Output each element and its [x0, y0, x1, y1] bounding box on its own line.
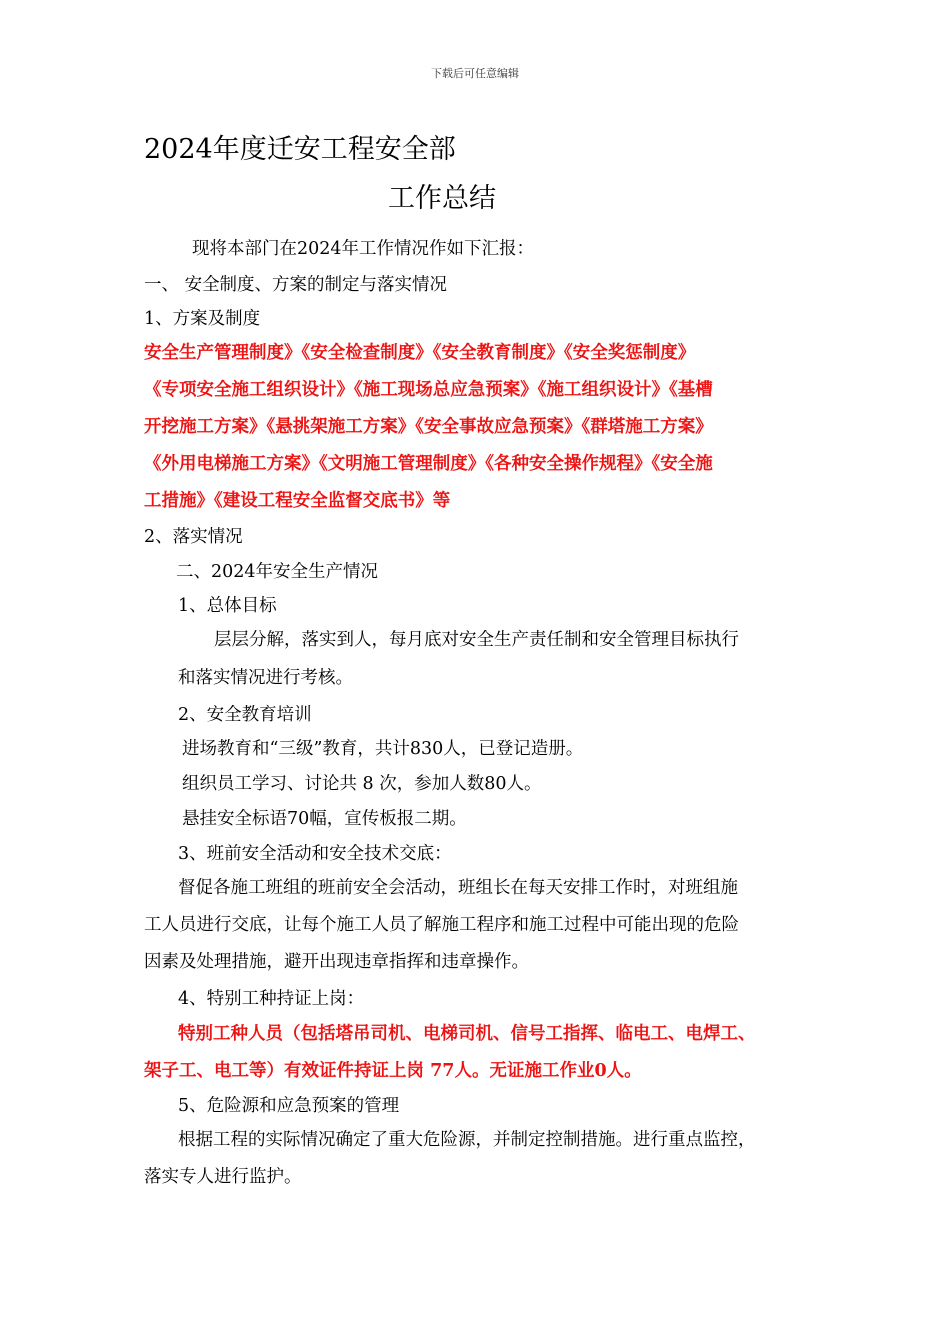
item5-line: 根据工程的实际情况确定了重大危险源，并制定控制措施。进行重点监控，	[178, 1130, 756, 1150]
plan-list-line: 《外用电梯施工方案》《文明施工管理制度》《各种安全操作规程》《安全施	[144, 454, 713, 474]
section2-heading: 二、2024年安全生产情况	[176, 562, 379, 582]
item3-title: 3、班前安全活动和安全技术交底：	[178, 844, 452, 864]
item2-line: 进场教育和“三级”教育，共计830人，已登记造册。	[182, 739, 584, 759]
item5-line: 落实专人进行监护。	[144, 1167, 302, 1187]
item3-line: 因素及处理措施，避开出现违章指挥和违章操作。	[144, 952, 529, 972]
header-note: 下载后可任意编辑	[431, 67, 519, 80]
plan-list-line: 工措施》《建设工程安全监督交底书》等	[144, 491, 451, 511]
item3-line: 工人员进行交底，让每个施工人员了解施工程序和施工过程中可能出现的危险	[144, 915, 739, 935]
item4-red-line: 特别工种人员（包括塔吊司机、电梯司机、信号工指挥、临电工、电焊工、	[178, 1024, 756, 1044]
plan-list-line: 开挖施工方案》《悬挑架施工方案》《安全事故应急预案》《群塔施工方案》	[144, 417, 713, 437]
document-title-line1: 2024年度迁安工程安全部	[144, 134, 456, 165]
section1-sub2: 2、落实情况	[144, 527, 243, 547]
document-title-line2: 工作总结	[388, 183, 496, 214]
item2-title: 2、安全教育培训	[178, 705, 312, 725]
item4-title: 4、特别工种持证上岗：	[178, 989, 365, 1009]
item1-title: 1、总体目标	[178, 596, 277, 616]
section1-heading: 一、 安全制度、方案的制定与落实情况	[144, 275, 448, 295]
item1-line: 和落实情况进行考核。	[178, 668, 353, 688]
plan-list-line: 安全生产管理制度》《安全检查制度》《安全教育制度》《安全奖惩制度》	[144, 343, 696, 363]
item5-title: 5、危险源和应急预案的管理	[178, 1096, 400, 1116]
item1-line: 层层分解，落实到人，每月底对安全生产责任制和安全管理目标执行	[214, 630, 739, 650]
item3-line: 督促各施工班组的班前安全会活动，班组长在每天安排工作时，对班组施	[178, 878, 738, 898]
item2-line: 悬挂安全标语70幅，宣传板报二期。	[182, 809, 467, 829]
plan-list-line: 《专项安全施工组织设计》《施工现场总应急预案》《施工组织设计》《基槽	[144, 380, 713, 400]
item2-line: 组织员工学习、讨论共 8 次，参加人数80人。	[182, 774, 542, 794]
intro-paragraph: 现将本部门在2024年工作情况作如下汇报：	[192, 239, 535, 259]
section1-sub1: 1、方案及制度	[144, 309, 261, 329]
item4-red-line: 架子工、电工等）有效证件持证上岗 77人。无证施工作业0人。	[144, 1061, 642, 1081]
